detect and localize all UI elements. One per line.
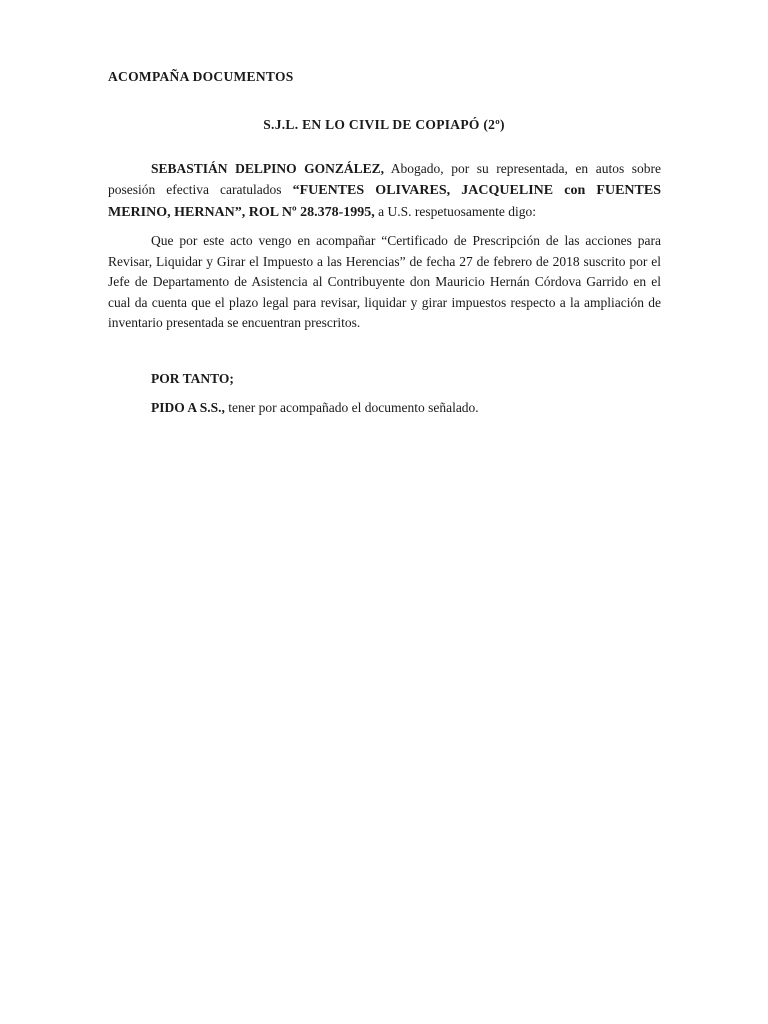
- document-heading: ACOMPAÑA DOCUMENTOS: [108, 69, 294, 84]
- body-paragraph: Que por este acto vengo en acompañar “Certificado de Prescripción de las acciones para Revisar, Liquidar y Girar el Impuesto a las Herencias” de fecha 27 de febrero de 2018 suscrito por el Jefe de Departamento de Asistencia al Contribuyente don Mauricio Hernán Córdova Garrido en el cual da cuenta que el plazo legal para revisar, liquidar y girar impuestos respecto a la ampliación de inventario presentada se encuentran prescritos.: [108, 233, 661, 330]
- attorney-name: SEBASTIÁN DELPINO GONZÁLEZ,: [151, 161, 385, 176]
- opening-text-b: a U.S. respetuosamente digo:: [374, 204, 536, 219]
- request-lead: PIDO A S.S.,: [151, 400, 225, 415]
- opening-text-a: Abogado, por su representada, en autos sobre posesión efectiva caratulados: [108, 161, 661, 197]
- request-paragraph: [151, 400, 479, 416]
- court-heading: S.J.L. EN LO CIVIL DE COPIAPÓ (2º): [263, 117, 505, 132]
- request-text: tener por acompañado el documento señalado.: [224, 400, 479, 415]
- opening-paragraph: [108, 158, 661, 223]
- case-title: “FUENTES OLIVARES, JACQUELINE con FUENTES MERINO, HERNAN”, ROL Nº 28.378-1995,: [108, 183, 661, 220]
- por-tanto-label: POR TANTO;: [151, 371, 234, 386]
